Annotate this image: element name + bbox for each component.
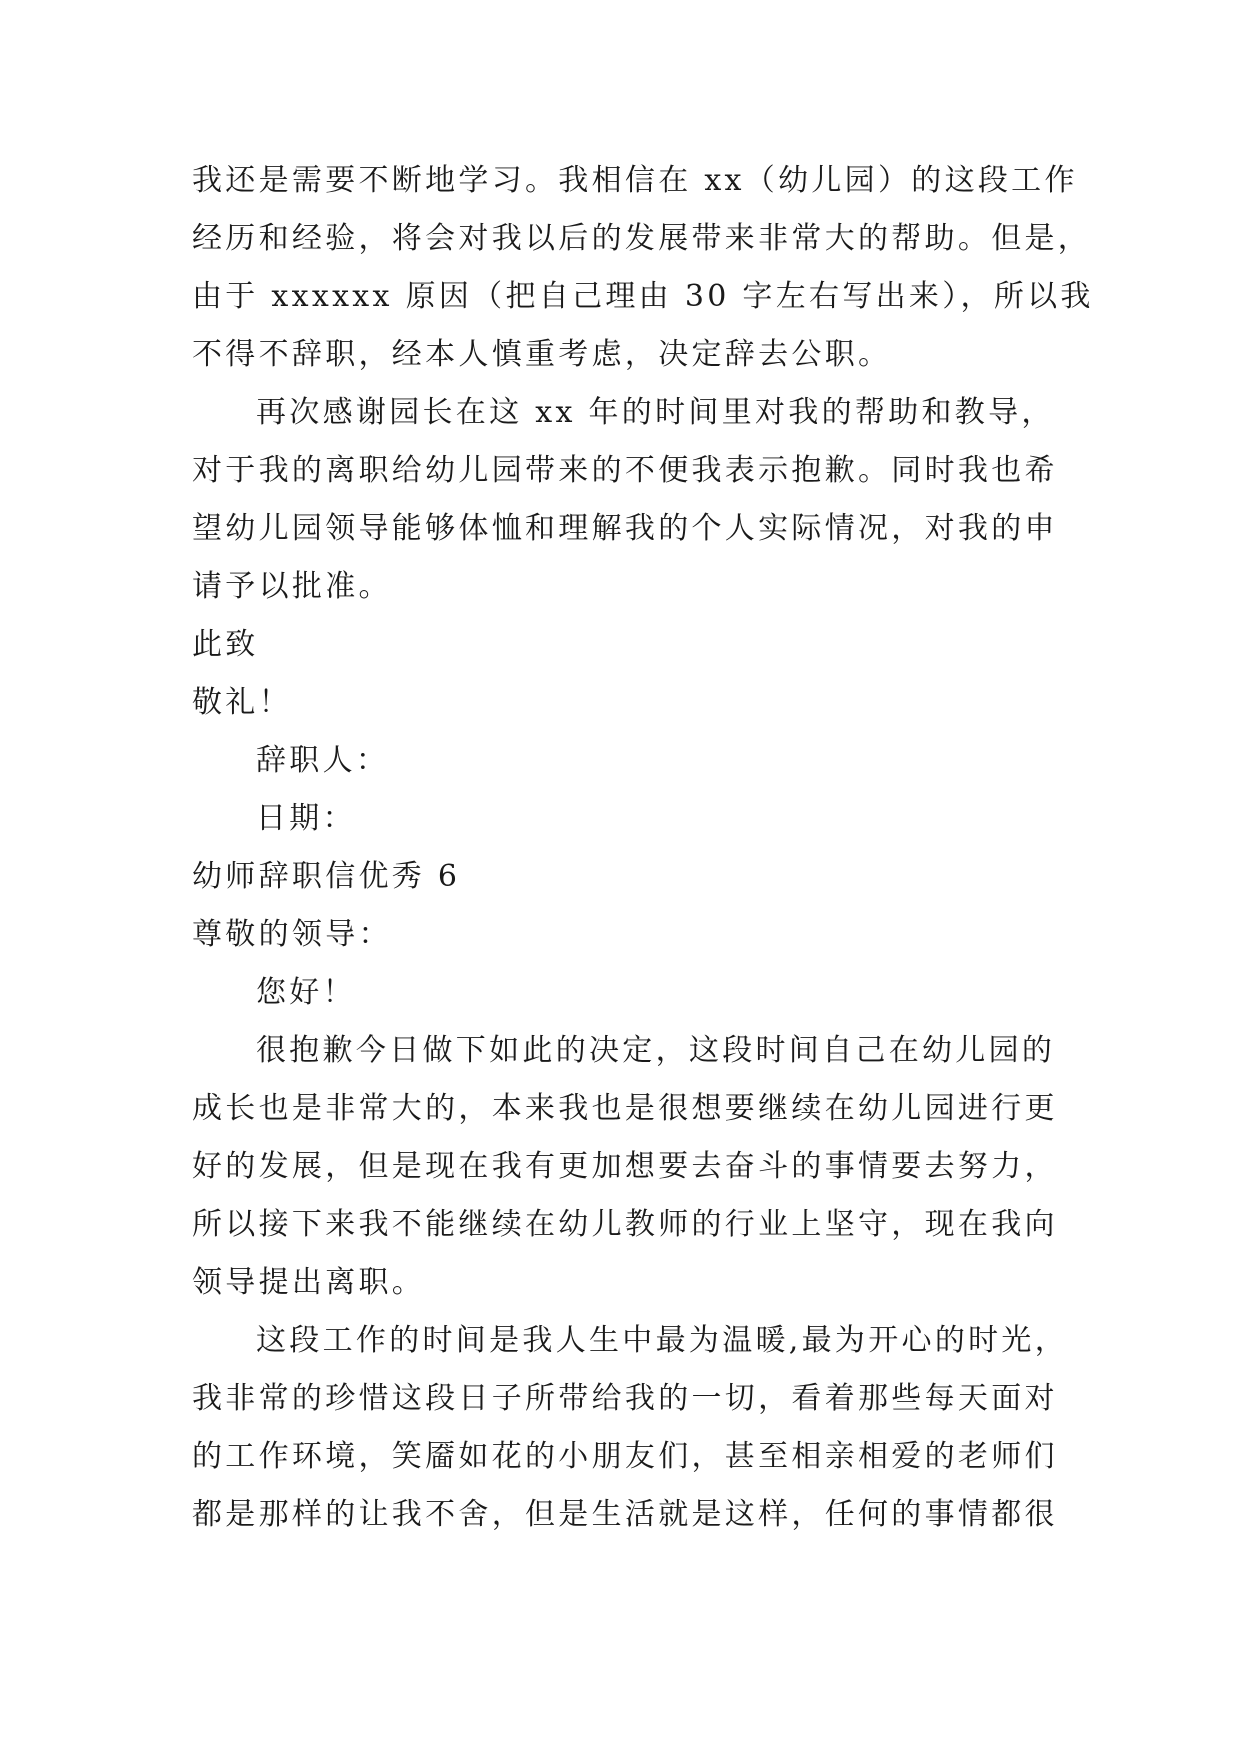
paragraph-first-line: 很抱歉今日做下如此的决定，这段时间自己在幼儿园的 [256,1033,1056,1068]
body-line: 对于我的离职给幼儿园带来的不便我表示抱歉。同时我也希 [192,453,1058,488]
letter-greeting: 您好！ [256,975,356,1010]
document-body [192,152,1094,1544]
body-line: 经历和经验，将会对我以后的发展带来非常大的帮助。但是， [192,221,1092,256]
letter-salutation: 尊敬的领导： [192,917,392,952]
paragraph-first-line: 这段工作的时间是我人生中最为温暖,最为开心的时光， [256,1323,1069,1358]
body-line: 所以接下来我不能继续在幼儿教师的行业上坚守，现在我向 [192,1207,1058,1242]
body-line: 都是那样的让我不舍，但是生活就是这样，任何的事情都很 [192,1497,1058,1532]
body-line: 我还是需要不断地学习。我相信在 xx（幼儿园）的这段工作 [192,163,1078,198]
body-line: 望幼儿园领导能够体恤和理解我的个人实际情况，对我的申 [192,511,1058,546]
body-line: 请予以批准。 [192,569,392,604]
body-line: 由于 xxxxxx 原因（把自己理由 30 字左右写出来），所以我 [192,279,1094,314]
body-line: 领导提出离职。 [192,1265,426,1300]
signature-resigner-label: 辞职人： [256,743,390,778]
body-line: 的工作环境，笑靥如花的小朋友们，甚至相亲相爱的老师们 [192,1439,1058,1474]
body-line: 不得不辞职，经本人慎重考虑，决定辞去公职。 [192,337,892,372]
body-line: 我非常的珍惜这段日子所带给我的一切，看着那些每天面对 [192,1381,1058,1416]
body-line: 成长也是非常大的，本来我也是很想要继续在幼儿园进行更 [192,1091,1058,1126]
body-line: 好的发展，但是现在我有更加想要去奋斗的事情要去努力， [192,1149,1058,1184]
closing-salutation: 此致 [192,627,259,662]
section-heading: 幼师辞职信优秀 6 [192,859,461,894]
signature-date-label: 日期： [256,801,356,836]
closing-regards: 敬礼！ [192,685,292,720]
paragraph-first-line: 再次感谢园长在这 xx 年的时间里对我的帮助和教导， [256,395,1055,430]
